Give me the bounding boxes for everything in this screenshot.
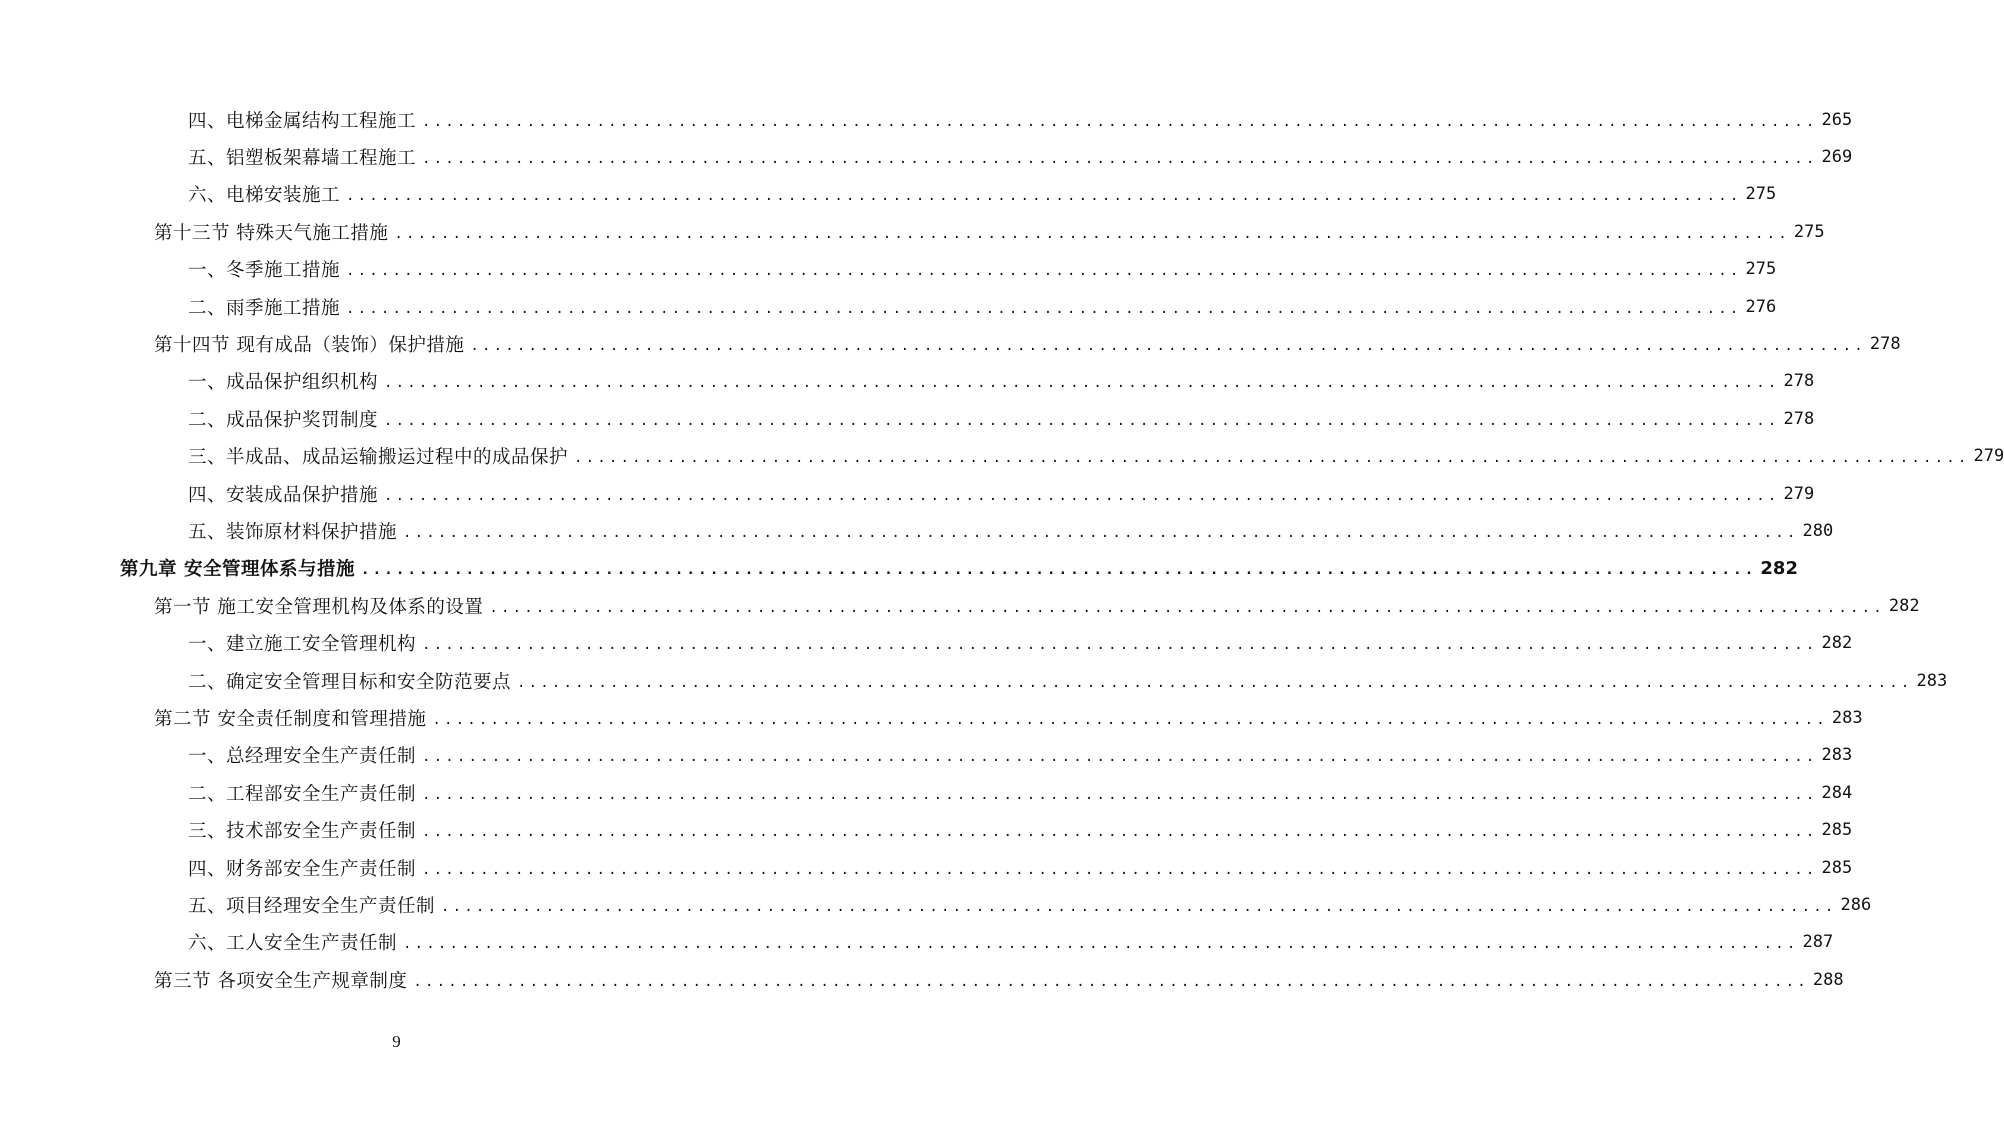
toc-subsection-entry[interactable] — [188, 924, 1834, 961]
toc-entry-page: 284 — [1821, 782, 1853, 803]
toc-leader-dots: ........................................................................................................................ — [422, 637, 1818, 654]
toc-entry-page: 287 — [1802, 932, 1834, 953]
toc-leader-dots: ........................................................................................................................ — [489, 599, 1885, 616]
toc-leader-dots: ........................................................................................................................ — [346, 263, 1742, 280]
toc-entry-title: 一、建立施工安全管理机构 — [188, 634, 417, 656]
toc-section-entry[interactable] — [154, 961, 1844, 998]
toc-leader-dots: ........................................................................................................................ — [422, 749, 1818, 766]
toc-entry-page: 275 — [1745, 184, 1777, 205]
toc-entry-title: 六、工人安全生产责任制 — [188, 933, 398, 955]
toc-entry-title: 三、半成品、成品运输搬运过程中的成品保护 — [188, 447, 569, 469]
toc-entry-title: 五、铝塑板架幕墙工程施工 — [188, 147, 417, 169]
toc-entry-title: 五、装饰原材料保护措施 — [188, 521, 398, 543]
toc-leader-dots: ........................................................................................................................ — [403, 524, 1799, 541]
toc-entry-page: 278 — [1783, 371, 1815, 392]
toc-entry-page: 280 — [1802, 520, 1834, 541]
toc-entry-page: 275 — [1745, 259, 1777, 280]
toc-entry-page: 282 — [1888, 595, 1920, 616]
toc-subsection-entry[interactable] — [188, 363, 1815, 400]
toc-entry-title: 第九章 安全管理体系与措施 — [120, 559, 355, 581]
toc-entry-title: 二、雨季施工措施 — [188, 297, 341, 319]
toc-entry-title: 三、技术部安全生产责任制 — [188, 821, 417, 843]
toc-leader-dots: ........................................................................................................................ — [384, 375, 1780, 392]
toc-subsection-entry[interactable] — [188, 662, 1948, 699]
toc-entry-page: 283 — [1821, 745, 1853, 766]
toc-subsection-entry[interactable] — [188, 886, 1872, 923]
toc-subsection-entry[interactable] — [188, 251, 1777, 288]
toc-entry-title: 四、电梯金属结构工程施工 — [188, 110, 417, 132]
toc-subsection-entry[interactable] — [188, 438, 2004, 475]
toc-subsection-entry[interactable] — [188, 625, 1853, 662]
toc-entry-page: 282 — [1760, 557, 1798, 579]
toc-entry-title: 第一节 施工安全管理机构及体系的设置 — [154, 596, 484, 618]
toc-leader-dots: ........................................................................................................................ — [422, 786, 1818, 803]
toc-entry-page: 283 — [1831, 707, 1863, 728]
toc-entry-title: 一、冬季施工措施 — [188, 260, 341, 282]
toc-entry-title: 第三节 各项安全生产规章制度 — [154, 970, 408, 992]
toc-leader-dots: ........................................................................................................................ — [470, 337, 1866, 354]
toc-entry-page: 278 — [1869, 333, 1901, 354]
toc-entry-page: 279 — [1973, 446, 2004, 467]
toc-entry-title: 六、电梯安装施工 — [188, 185, 341, 207]
toc-leader-dots: ........................................................................................................................ — [384, 487, 1780, 504]
toc-leader-dots: ........................................................................................................................ — [422, 150, 1818, 167]
toc-entry-page: 276 — [1745, 296, 1777, 317]
toc-entry-title: 四、安装成品保护措施 — [188, 484, 379, 506]
toc-entry-title: 二、成品保护奖罚制度 — [188, 409, 379, 431]
toc-leader-dots: ........................................................................................................................ — [394, 225, 1790, 242]
toc-subsection-entry[interactable] — [188, 475, 1815, 512]
toc-subsection-entry[interactable] — [188, 849, 1853, 886]
toc-leader-dots: ........................................................................................................................ — [384, 412, 1780, 429]
toc-chapter-entry[interactable] — [120, 550, 1798, 587]
page-number: 9 — [392, 1032, 401, 1051]
toc-leader-dots: ........................................................................................................................ — [346, 188, 1742, 205]
toc-entry-page: 283 — [1916, 670, 1948, 691]
toc-entry-page: 275 — [1793, 221, 1825, 242]
toc-section-entry[interactable] — [154, 699, 1863, 736]
toc-entry-title: 二、确定安全管理目标和安全防范要点 — [188, 671, 512, 693]
toc-subsection-entry[interactable] — [188, 737, 1853, 774]
toc-leader-dots: ........................................................................................................................ — [346, 300, 1742, 317]
toc-entry-title: 一、成品保护组织机构 — [188, 372, 379, 394]
toc-entry-page: 278 — [1783, 408, 1815, 429]
toc-entry-title: 一、总经理安全生产责任制 — [188, 746, 417, 768]
toc-subsection-entry[interactable] — [188, 774, 1853, 811]
toc-entry-title: 四、财务部安全生产责任制 — [188, 858, 417, 880]
toc-section-entry[interactable] — [154, 587, 1920, 624]
toc-subsection-entry[interactable] — [188, 512, 1834, 549]
toc-leader-dots: ........................................................................................................................ — [517, 674, 1913, 691]
toc-leader-dots: ........................................................................................................................ — [432, 711, 1828, 728]
toc-leader-dots: ........................................................................................................................ — [422, 861, 1818, 878]
toc-entry-title: 第二节 安全责任制度和管理措施 — [154, 708, 427, 730]
toc-entry-title: 二、工程部安全生产责任制 — [188, 783, 417, 805]
toc-entry-page: 282 — [1821, 633, 1853, 654]
toc-section-entry[interactable] — [154, 325, 1901, 362]
toc-entry-title: 第十四节 现有成品（装饰）保护措施 — [154, 334, 465, 356]
toc-subsection-entry[interactable] — [188, 812, 1853, 849]
toc-subsection-entry[interactable] — [188, 288, 1777, 325]
toc-entry-title: 第十三节 特殊天气施工措施 — [154, 222, 389, 244]
toc-entry-page: 288 — [1812, 969, 1844, 990]
toc-entry-title: 五、项目经理安全生产责任制 — [188, 895, 436, 917]
toc-entry-page: 285 — [1821, 857, 1853, 878]
toc-subsection-entry[interactable] — [188, 138, 1853, 175]
toc-leader-dots: ........................................................................................................................ — [574, 450, 1970, 467]
toc-section-entry[interactable] — [154, 213, 1825, 250]
toc-leader-dots: ........................................................................................................................ — [360, 562, 1757, 579]
toc-entry-page: 285 — [1821, 820, 1853, 841]
toc-subsection-entry[interactable] — [188, 176, 1777, 213]
toc-entry-page: 269 — [1821, 146, 1853, 167]
toc-subsection-entry[interactable] — [188, 400, 1815, 437]
toc-subsection-entry[interactable] — [188, 101, 1853, 138]
toc-leader-dots: ........................................................................................................................ — [422, 113, 1818, 130]
toc-leader-dots: ........................................................................................................................ — [413, 973, 1809, 990]
toc-leader-dots: ........................................................................................................................ — [441, 898, 1837, 915]
toc-entry-page: 286 — [1840, 894, 1872, 915]
toc-entry-page: 265 — [1821, 109, 1853, 130]
toc-entry-page: 279 — [1783, 483, 1815, 504]
toc-leader-dots: ........................................................................................................................ — [422, 824, 1818, 841]
toc-leader-dots: ........................................................................................................................ — [403, 936, 1799, 953]
